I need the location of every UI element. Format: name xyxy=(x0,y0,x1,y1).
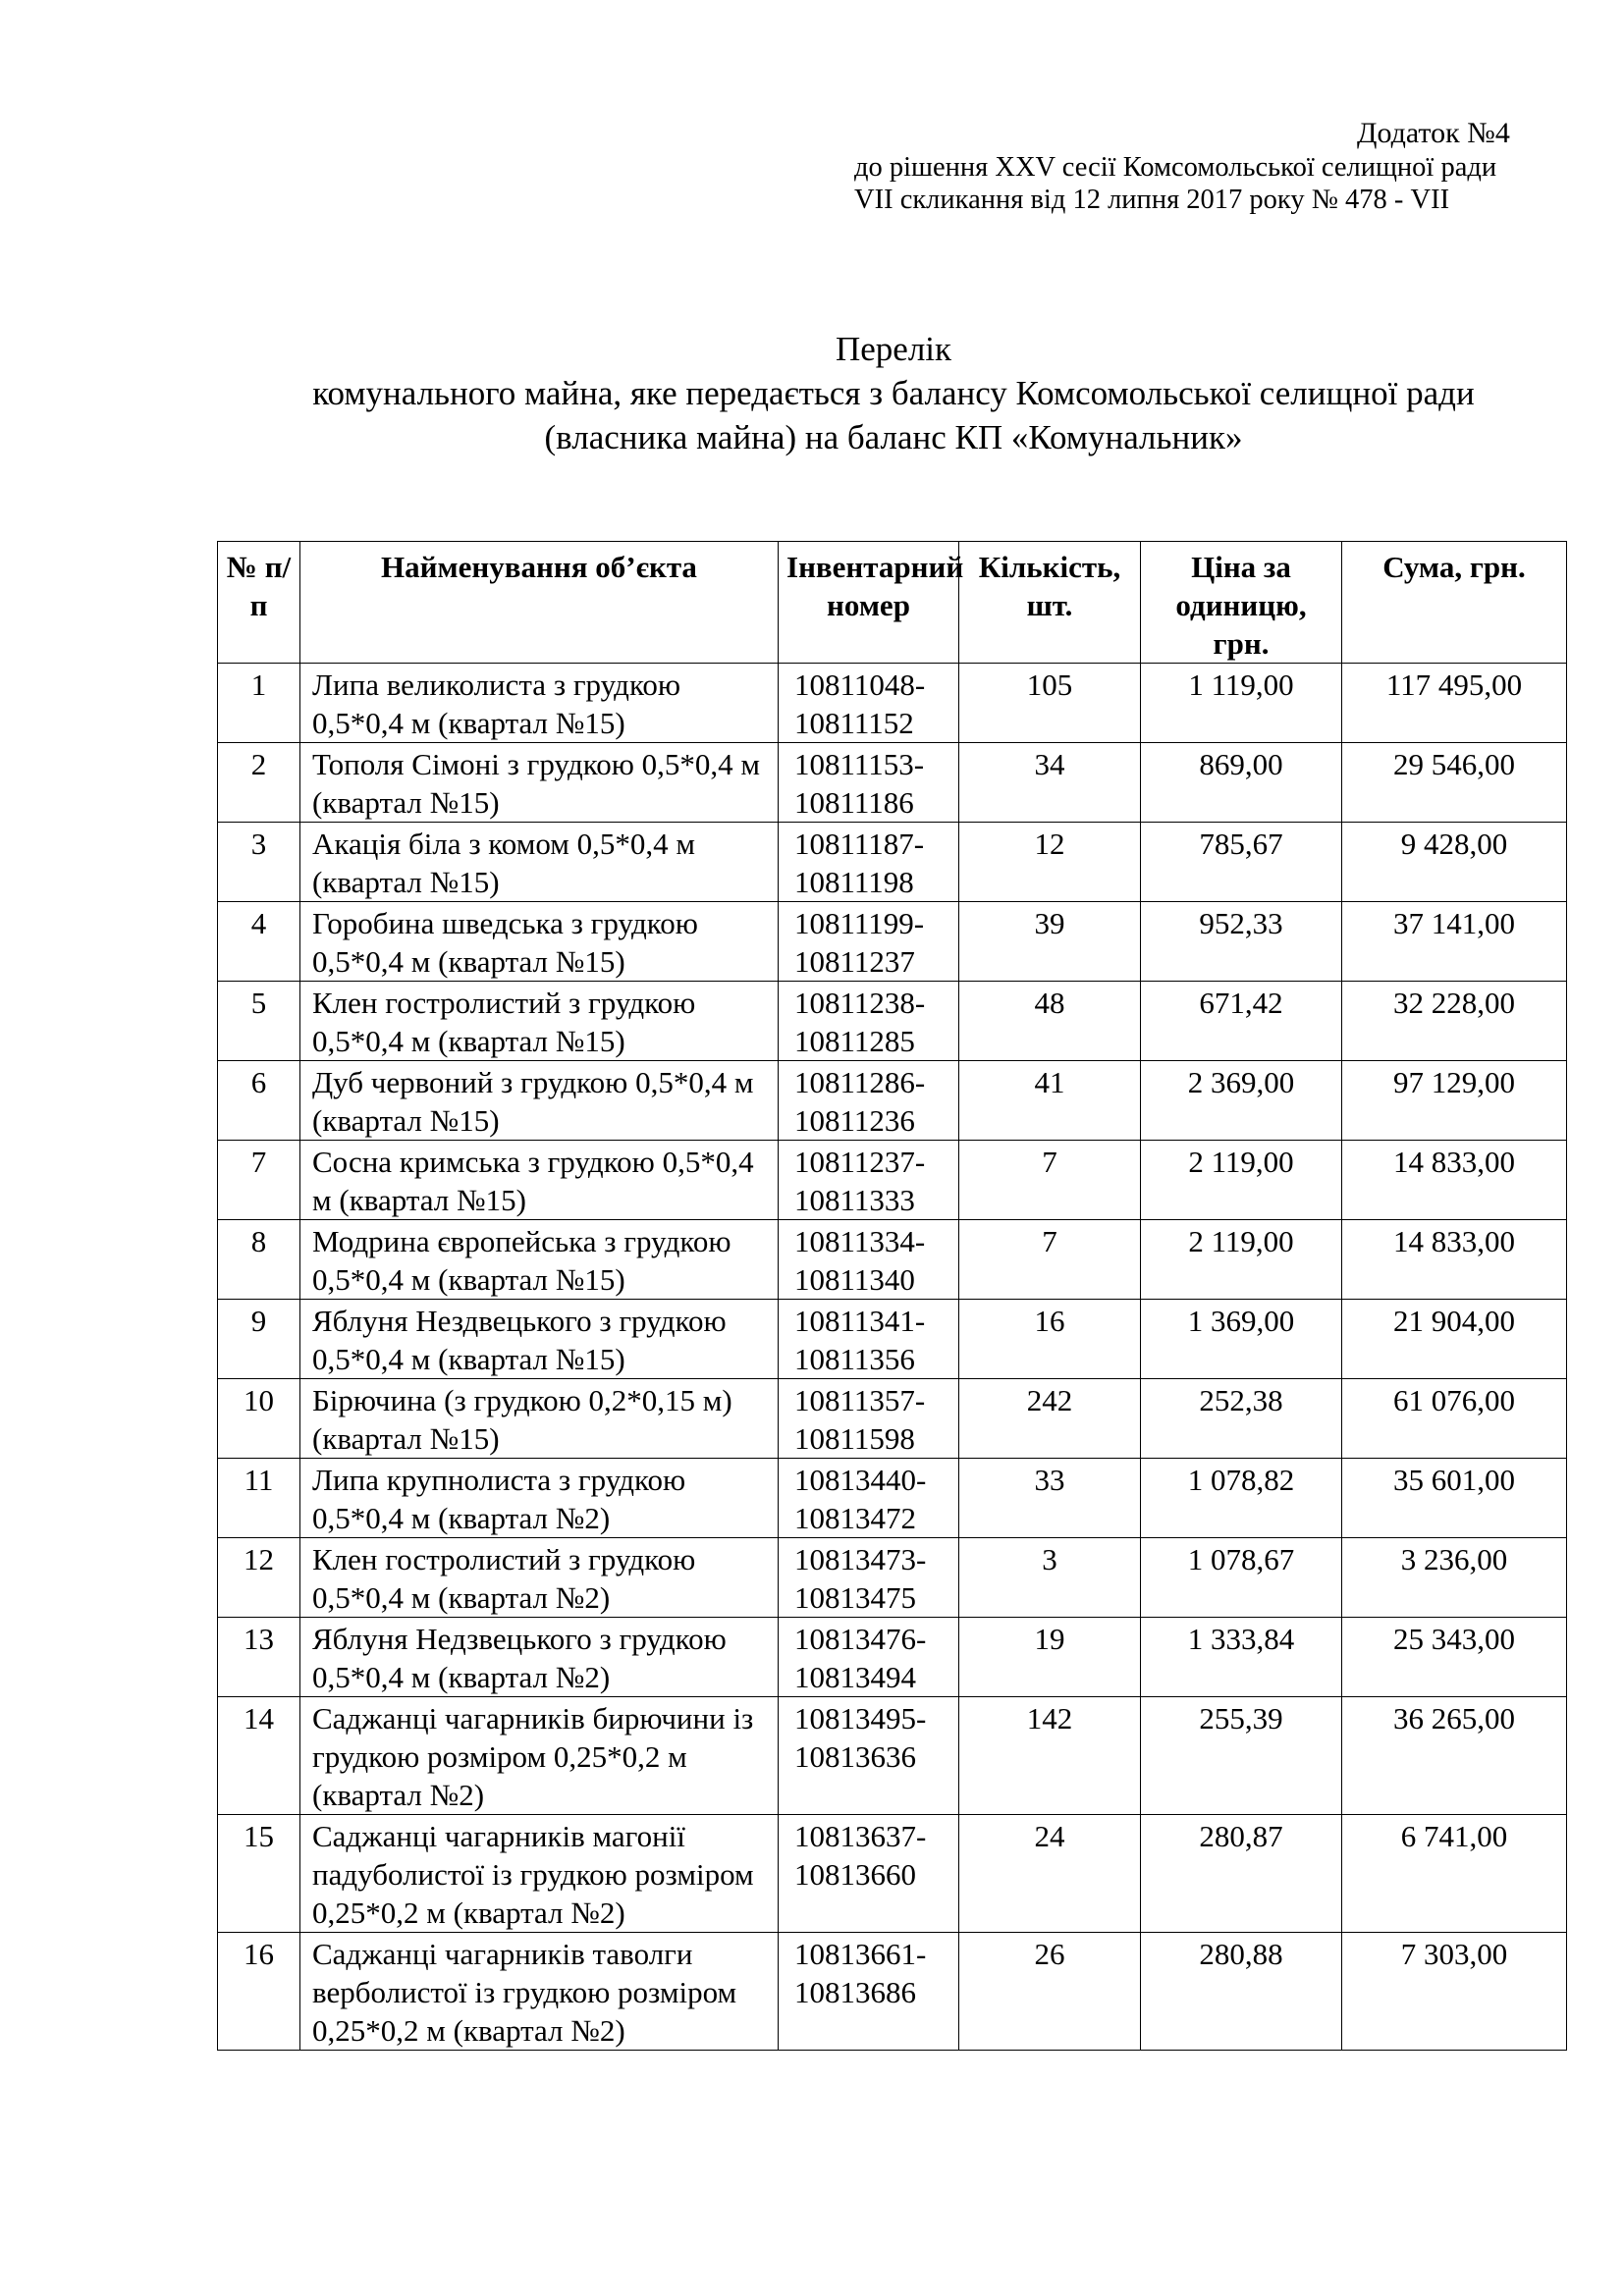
cell-sum: 25 343,00 xyxy=(1342,1618,1567,1697)
table-row xyxy=(218,1933,1567,2051)
annex-title: Додаток №4 xyxy=(1357,117,1510,149)
table-header-row xyxy=(218,542,1567,664)
table-row xyxy=(218,982,1567,1061)
cell-row-number: 7 xyxy=(218,1141,300,1220)
header-quantity: Кількість, шт. xyxy=(959,542,1141,664)
cell-quantity: 19 xyxy=(959,1618,1141,1697)
table-row xyxy=(218,743,1567,823)
cell-object-name: Клен гостролистий з грудкою 0,5*0,4 м (квартал №15) xyxy=(300,982,779,1061)
cell-quantity: 242 xyxy=(959,1379,1141,1459)
cell-inventory-number: 10811048-10811152 xyxy=(779,664,959,743)
cell-unit-price: 785,67 xyxy=(1141,823,1342,902)
cell-unit-price: 671,42 xyxy=(1141,982,1342,1061)
cell-row-number: 14 xyxy=(218,1697,300,1815)
table-row xyxy=(218,1300,1567,1379)
cell-unit-price: 2 119,00 xyxy=(1141,1220,1342,1300)
cell-object-name: Яблуня Нездвецького з грудкою 0,5*0,4 м (квартал №15) xyxy=(300,1300,779,1379)
heading-title: Перелік xyxy=(835,330,952,368)
table-row xyxy=(218,1379,1567,1459)
cell-row-number: 3 xyxy=(218,823,300,902)
header-no: № п/п xyxy=(218,542,300,664)
table-body xyxy=(218,664,1567,2051)
cell-object-name: Горобина шведська з грудкою 0,5*0,4 м (квартал №15) xyxy=(300,902,779,982)
cell-quantity: 3 xyxy=(959,1538,1141,1618)
cell-quantity: 41 xyxy=(959,1061,1141,1141)
cell-sum: 32 228,00 xyxy=(1342,982,1567,1061)
cell-object-name: Яблуня Недзвецького з грудкою 0,5*0,4 м (квартал №2) xyxy=(300,1618,779,1697)
cell-inventory-number: 10813440-10813472 xyxy=(779,1459,959,1538)
cell-unit-price: 1 078,82 xyxy=(1141,1459,1342,1538)
cell-unit-price: 2 369,00 xyxy=(1141,1061,1342,1141)
heading-subtitle-line1: комунального майна, яке передається з балансу Комсомольської селищної ради xyxy=(312,374,1475,412)
cell-row-number: 8 xyxy=(218,1220,300,1300)
property-table xyxy=(217,541,1567,2051)
cell-inventory-number: 10811357-10811598 xyxy=(779,1379,959,1459)
cell-row-number: 12 xyxy=(218,1538,300,1618)
header-inventory: Інвентарний номер xyxy=(779,542,959,664)
cell-inventory-number: 10811286-10811236 xyxy=(779,1061,959,1141)
header-unit-price: Ціна за одиницю, грн. xyxy=(1141,542,1342,664)
cell-row-number: 5 xyxy=(218,982,300,1061)
cell-row-number: 2 xyxy=(218,743,300,823)
table-row xyxy=(218,1061,1567,1141)
cell-object-name: Липа крупнолиста з грудкою 0,5*0,4 м (квартал №2) xyxy=(300,1459,779,1538)
table-row xyxy=(218,664,1567,743)
cell-sum: 21 904,00 xyxy=(1342,1300,1567,1379)
cell-object-name: Саджанці чагарників магонії падуболистої із грудкою розміром 0,25*0,2 м (квартал №2) xyxy=(300,1815,779,1933)
table-row xyxy=(218,1538,1567,1618)
cell-object-name: Саджанці чагарників бирючини із грудкою розміром 0,25*0,2 м (квартал №2) xyxy=(300,1697,779,1815)
cell-sum: 29 546,00 xyxy=(1342,743,1567,823)
cell-inventory-number: 10811238-10811285 xyxy=(779,982,959,1061)
cell-unit-price: 1 333,84 xyxy=(1141,1618,1342,1697)
cell-sum: 9 428,00 xyxy=(1342,823,1567,902)
cell-sum: 3 236,00 xyxy=(1342,1538,1567,1618)
cell-object-name: Акація біла з комом 0,5*0,4 м (квартал №15) xyxy=(300,823,779,902)
cell-quantity: 48 xyxy=(959,982,1141,1061)
cell-quantity: 26 xyxy=(959,1933,1141,2051)
cell-inventory-number: 10813637-10813660 xyxy=(779,1815,959,1933)
cell-unit-price: 252,38 xyxy=(1141,1379,1342,1459)
cell-quantity: 16 xyxy=(959,1300,1141,1379)
cell-row-number: 9 xyxy=(218,1300,300,1379)
cell-unit-price: 255,39 xyxy=(1141,1697,1342,1815)
annex-decision-line: до рішення XXV сесії Комсомольської селищної ради xyxy=(854,152,1497,183)
cell-inventory-number: 10811237-10811333 xyxy=(779,1141,959,1220)
header-sum: Сума, грн. xyxy=(1342,542,1567,664)
cell-quantity: 105 xyxy=(959,664,1141,743)
cell-sum: 117 495,00 xyxy=(1342,664,1567,743)
cell-quantity: 12 xyxy=(959,823,1141,902)
cell-row-number: 16 xyxy=(218,1933,300,2051)
annex-convocation-line: VII скликання від 12 липня 2017 року № 478 - VII xyxy=(854,185,1450,215)
cell-object-name: Дуб червоний з грудкою 0,5*0,4 м (квартал №15) xyxy=(300,1061,779,1141)
cell-inventory-number: 10813476-10813494 xyxy=(779,1618,959,1697)
cell-object-name: Клен гостролистий з грудкою 0,5*0,4 м (квартал №2) xyxy=(300,1538,779,1618)
cell-row-number: 1 xyxy=(218,664,300,743)
cell-inventory-number: 10811341-10811356 xyxy=(779,1300,959,1379)
cell-inventory-number: 10813661-10813686 xyxy=(779,1933,959,2051)
table-row xyxy=(218,1459,1567,1538)
table-row xyxy=(218,1141,1567,1220)
cell-quantity: 142 xyxy=(959,1697,1141,1815)
table-row xyxy=(218,823,1567,902)
cell-sum: 6 741,00 xyxy=(1342,1815,1567,1933)
cell-object-name: Тополя Сімоні з грудкою 0,5*0,4 м (квартал №15) xyxy=(300,743,779,823)
cell-object-name: Липа великолиста з грудкою 0,5*0,4 м (квартал №15) xyxy=(300,664,779,743)
table-row xyxy=(218,1697,1567,1815)
cell-quantity: 24 xyxy=(959,1815,1141,1933)
annex-reference xyxy=(854,116,1542,216)
cell-quantity: 7 xyxy=(959,1141,1141,1220)
table-row xyxy=(218,1618,1567,1697)
cell-unit-price: 2 119,00 xyxy=(1141,1141,1342,1220)
cell-sum: 97 129,00 xyxy=(1342,1061,1567,1141)
cell-unit-price: 280,88 xyxy=(1141,1933,1342,2051)
cell-object-name: Саджанці чагарників таволги верболистої із грудкою розміром 0,25*0,2 м (квартал №2) xyxy=(300,1933,779,2051)
cell-sum: 14 833,00 xyxy=(1342,1220,1567,1300)
cell-unit-price: 1 119,00 xyxy=(1141,664,1342,743)
heading-subtitle-line2: (власника майна) на баланс КП «Комунальник» xyxy=(544,418,1243,456)
cell-unit-price: 280,87 xyxy=(1141,1815,1342,1933)
cell-quantity: 39 xyxy=(959,902,1141,982)
cell-inventory-number: 10811187-10811198 xyxy=(779,823,959,902)
cell-row-number: 10 xyxy=(218,1379,300,1459)
cell-quantity: 34 xyxy=(959,743,1141,823)
cell-object-name: Модрина європейська з грудкою 0,5*0,4 м (квартал №15) xyxy=(300,1220,779,1300)
cell-sum: 61 076,00 xyxy=(1342,1379,1567,1459)
cell-unit-price: 869,00 xyxy=(1141,743,1342,823)
cell-sum: 14 833,00 xyxy=(1342,1141,1567,1220)
table-row xyxy=(218,1220,1567,1300)
cell-quantity: 7 xyxy=(959,1220,1141,1300)
cell-row-number: 11 xyxy=(218,1459,300,1538)
cell-inventory-number: 10813473-10813475 xyxy=(779,1538,959,1618)
cell-unit-price: 1 078,67 xyxy=(1141,1538,1342,1618)
cell-sum: 35 601,00 xyxy=(1342,1459,1567,1538)
cell-row-number: 4 xyxy=(218,902,300,982)
cell-object-name: Бірючина (з грудкою 0,2*0,15 м) (квартал №15) xyxy=(300,1379,779,1459)
cell-sum: 7 303,00 xyxy=(1342,1933,1567,2051)
cell-object-name: Сосна кримська з грудкою 0,5*0,4 м (квартал №15) xyxy=(300,1141,779,1220)
cell-row-number: 15 xyxy=(218,1815,300,1933)
cell-row-number: 13 xyxy=(218,1618,300,1697)
cell-inventory-number: 10811199-10811237 xyxy=(779,902,959,982)
cell-inventory-number: 10813495-10813636 xyxy=(779,1697,959,1815)
cell-sum: 37 141,00 xyxy=(1342,902,1567,982)
cell-row-number: 6 xyxy=(218,1061,300,1141)
table-row xyxy=(218,902,1567,982)
header-name: Найменування об’єкта xyxy=(300,542,779,664)
cell-unit-price: 952,33 xyxy=(1141,902,1342,982)
document-heading xyxy=(196,327,1591,459)
cell-inventory-number: 10811153-10811186 xyxy=(779,743,959,823)
cell-inventory-number: 10811334-10811340 xyxy=(779,1220,959,1300)
cell-unit-price: 1 369,00 xyxy=(1141,1300,1342,1379)
cell-sum: 36 265,00 xyxy=(1342,1697,1567,1815)
table-row xyxy=(218,1815,1567,1933)
cell-quantity: 33 xyxy=(959,1459,1141,1538)
